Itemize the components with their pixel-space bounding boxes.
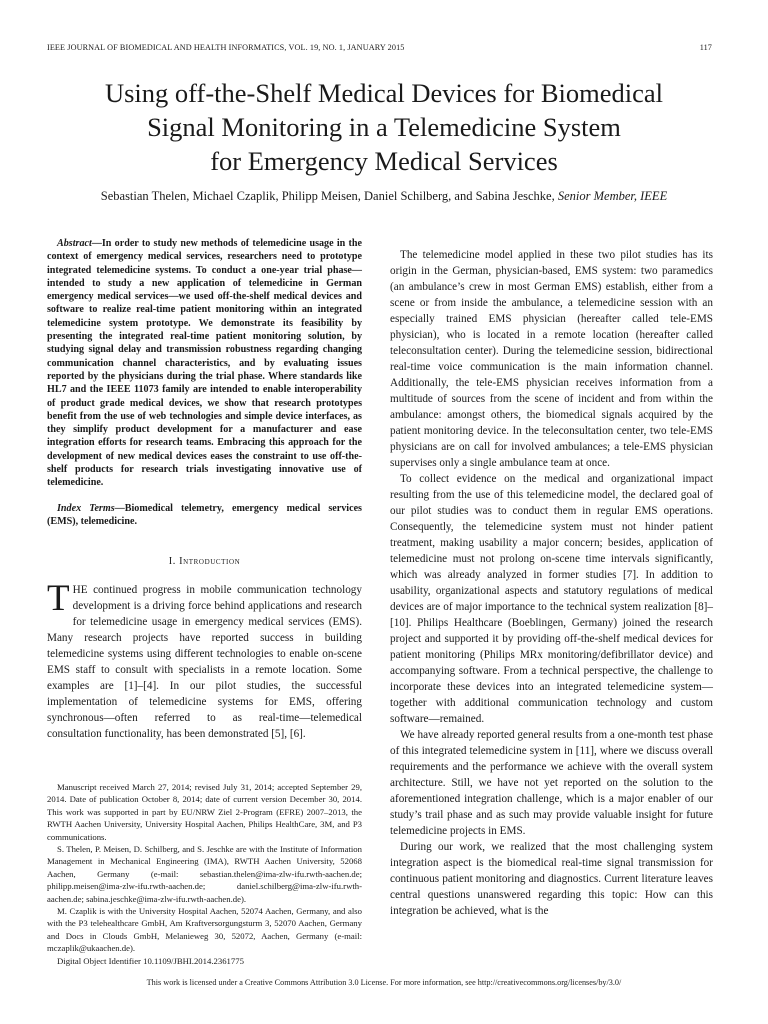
title-line: for Emergency Medical Services bbox=[210, 146, 558, 176]
page-number: 117 bbox=[699, 43, 712, 52]
body-paragraph: We have already reported general results from a one-month test phase of this integrated telemedicine system in [11], where we discuss overall requirements and the performance we achieve with the overall system architecture. Still, we have not yet reported on the solution to the aforementioned integration challenge, which is a major enabler of our study’s trail phase and as such may provide valuable insight for future telemedicine projects in EMS. bbox=[390, 729, 713, 837]
paper-title bbox=[20, 76, 748, 178]
body-paragraph: To collect evidence on the medical and organizational impact resulting from the use of this telemedicine model, the declared goal of our pilot studies was to conduct them in regular EMS operations. Consequently, the telemedicine system must not hinder patient treatment, making usability a major concern; besides, application of telemedicine must not prolong on-scene time intervals significantly, which was already analyzed in former studies [7]. In addition to usability, organizational aspects and statutory regulations of medical devices are of major importance to the technical system realization [8]–[10]. Philips Healthcare (Boeblingen, Germany) joined the research project and supported it by providing off-the-shelf medical devices for patient monitoring (Philips MRx monitoring/defibrillator device) and accompanying software. From a technical perspective, the challenge to incorporate these devices into an integrated telemedicine system—together with additional communication technology and custom software—remained. bbox=[390, 473, 713, 725]
right-column bbox=[390, 247, 713, 919]
author-list bbox=[20, 189, 748, 204]
running-head bbox=[47, 43, 712, 52]
intro-paragraph bbox=[47, 578, 362, 742]
journal-name: IEEE JOURNAL OF BIOMEDICAL AND HEALTH INFORMATICS, VOL. 19, NO. 1, JANUARY 2015 bbox=[47, 43, 405, 52]
left-column bbox=[47, 237, 362, 742]
body-paragraph: During our work, we realized that the most challenging system integration aspect is the biomedical real-time signal transmission for continuous patient monitoring and diagnostics. Current literature leaves central questions unanswered regarding this topic: How can this integration be achieved, what is the bbox=[390, 841, 713, 917]
title-line: Signal Monitoring in a Telemedicine System bbox=[147, 112, 621, 142]
index-terms-lead: Index Terms bbox=[57, 502, 115, 514]
dropcap: T bbox=[47, 578, 70, 620]
footnote-affiliation-ima: S. Thelen, P. Meisen, D. Schilberg, and S. Jeschke are with the Institute of Information Management in Mechanical Engineering (IMA), RWTH Aachen University, 52068 Aachen, Germany (e-mail: sebastian.thelen@ima-zlw-ifu.rwth-aachen.de; philipp.meisen@ima-zlw-ifu.rwth-aachen.de; daniel.schilberg@ima-zlw-ifu.rwth-aachen.de; sabina.jeschke@ima-zlw-ifu.rwth-aachen.de). bbox=[47, 844, 362, 904]
footnotes bbox=[47, 781, 362, 967]
license-footer: This work is licensed under a Creative Commons Attribution 3.0 License. For more information, see http://creativecommons.org/licenses/by/3.0/ bbox=[146, 978, 622, 987]
footnote-manuscript: Manuscript received March 27, 2014; revised July 31, 2014; accepted September 29, 2014. Date of publication October 8, 2014; date of current version December 30, 2014. This work was supported in part by EU/NRW Ziel 2-Program (EFRE) 2007–2013, the RWTH Aachen University, University Hospital Aachen, Philips HealthCare, 3M, and P3 communications. bbox=[47, 782, 362, 842]
section-heading: I. Introduction bbox=[168, 556, 241, 568]
abstract bbox=[47, 237, 362, 490]
author-membership: , Senior Member, IEEE bbox=[551, 189, 668, 203]
footnote-doi: Digital Object Identifier 10.1109/JBHI.2014.2361775 bbox=[57, 955, 244, 966]
body-paragraph: The telemedicine model applied in these two pilot studies has its origin in the German, physician-based, EMS system: two paramedics (an ambulance’s crew in most German EMS) establish, either from a scene or from inside the ambulance, a telemedicine session with an especially trained EMS physician (hereafter called tele-EMS physician), who is located in a remote location (hereafter called teleconsultation center). During the telemedicine session, bidirectional real-time voice communication is the main information channel. Additionally, the tele-EMS physician receives information from a multitude of sources from the scene of incident and from within the ambulance: amongst others, the biomedical signals acquired by the patient monitoring device. In the teleconsultation center, two tele-EMS physicians are on call for involved ambulances; a tele-EMS physician supervises only a single ambulance team at once. bbox=[390, 249, 713, 469]
author-names: Sebastian Thelen, Michael Czaplik, Philipp Meisen, Daniel Schilberg, and Sabina Jeschke bbox=[100, 189, 552, 203]
abstract-lead: Abstract bbox=[57, 238, 92, 249]
index-terms-text: —Biomedical telemetry, emergency medical services (EMS), telemedicine. bbox=[47, 502, 362, 527]
footnote-affiliation-czaplik: M. Czaplik is with the University Hospital Aachen, 52074 Aachen, Germany, and also with the P3 telehealthcare GmbH, Am Kraftversorgungsturm 3, 52070 Aachen, Germany and Docs in Clouds GmbH, Melanieweg 30, 52072, Aachen, Germany (e-mail: mczaplik@ukaachen.de). bbox=[47, 906, 362, 954]
abstract-text: —In order to study new methods of telemedicine usage in the context of emergency medical services, researchers need to prototype integrated telemedicine systems. To conduct a one-year trial phase—intended to study a new application of telemedicine in German emergency medical services—we used off-the-shelf medical devices and software to realize real-time patient monitoring within an integrated telemedicine system prototype. We demonstrate its feasibility by presenting the integrated real-time patient monitoring solution, by studying signal delay and transmission robustness regarding changing communication channel characteristics, and by evaluating issues reported by the physicians during the trial phase. Where standards like HL7 and the IEEE 11073 family are intended to enable interoperability of product grade medical devices, we show that research prototypes benefit from the use of web technologies and simple device interfaces, as they simplify product development for a manufacturer and ease integration efforts for research teams. Embracing this approach for the development of new medical devices eases the constraint to use off-the-shelf products for research trials investigating innovative use of telemedicine. bbox=[47, 238, 362, 489]
index-terms bbox=[47, 502, 362, 529]
intro-text: HE continued progress in mobile communication technology development is a driving force behind applications and research for telemedicine usage in emergency medical services (EMS). Many research projects have reported success in building telemedicine systems using different technologies to enable on-scene EMS staff to consult with specialists in a remote location. Some examples are [1]–[4]. In our pilot studies, the successful implementation of telemedicine systems for EMS, offering synchronous—often referred to as real-time—telemedical consultation functionality, has been demonstrated [5], [6]. bbox=[47, 584, 362, 741]
title-line: Using off-the-Shelf Medical Devices for Biomedical bbox=[104, 78, 664, 108]
